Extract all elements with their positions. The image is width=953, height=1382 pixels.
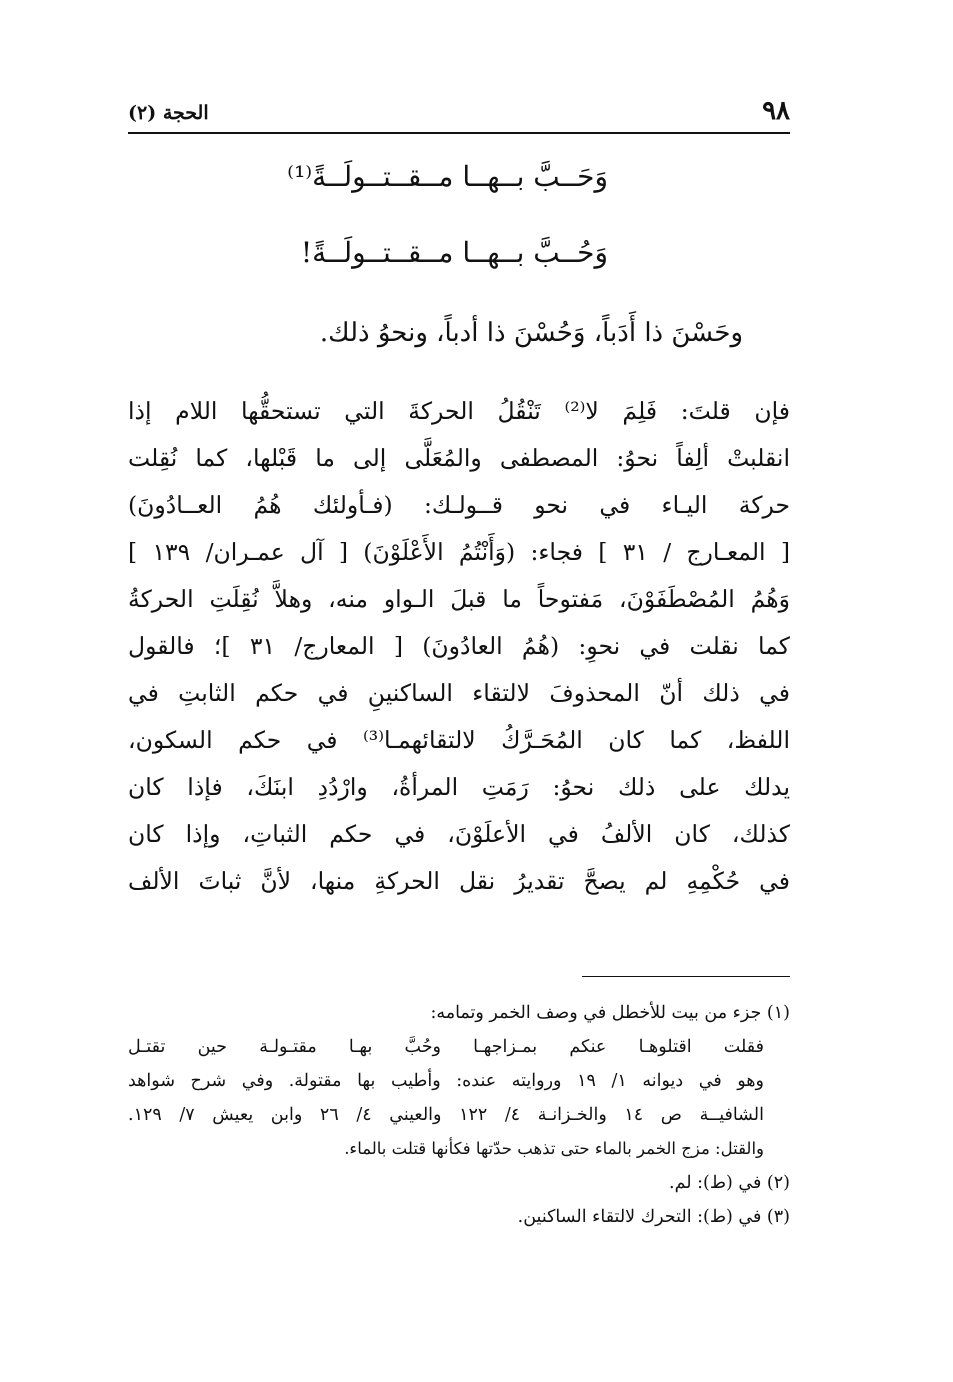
body-paragraph: [128, 388, 790, 905]
footnote-1-line-4: الشافيــة ص ١٤ والخـزانـة ٤/ ١٢٢ والعيني ٤/ ٢٦ وابن يعيش ٧/ ١٢٩.: [128, 1105, 764, 1125]
body-line: انقلبتْ ألِفاً نحوُ: المصطفى والمُعَلَّى إلى ما قَبْلها، كما نُقِلت: [128, 444, 790, 472]
page-header: [128, 92, 790, 130]
footnote-3: (٣) في (ط): التحرك لالتقاء الساكنين.: [517, 1207, 790, 1227]
footnote-separator: [582, 976, 790, 977]
body-line: كما نقلت في نحوِ: (هُمُ العادُونَ) [ المعارج/ ٣١ ]؛ فالقول: [128, 632, 790, 660]
header-rule: [128, 132, 790, 134]
body-line: حركة اليـاء في نحو قــولـك: (فـأولئك هُمُ العــادُونَ): [128, 491, 790, 519]
running-title: الحجة (٢): [128, 102, 209, 124]
intro-line: وحَسْنَ ذا أَدَباً، وَحُسْنَ ذا أدباً، ونحوُ ذلك.: [319, 318, 743, 348]
page-number: ٩٨: [762, 96, 790, 126]
body-line: [ المعـارج / ٣١ ] فجاء: (وَأَنْتُمُ الأَعْلَوْنَ) [ آل عمـران/ ١٣٩ ]: [128, 538, 790, 566]
body-line: وَهُمُ المُصْطَفَوْنَ، مَفتوحاً ما قبلَ الـواو منه، وهلاَّ نُقِلَتِ الحركةُ: [128, 585, 790, 613]
body-line: في ذلك أنّ المحذوفَ لالتقاء الساكنينِ في حكم الثابتِ في: [128, 679, 790, 707]
body-line: في حُكْمِهِ لم يصحَّ تقديرُ نقل الحركةِ منها، لأنَّ ثباتَ الألف: [128, 867, 790, 895]
footnotes: [128, 996, 790, 1234]
body-line: فإن قلتَ: فَلِمَ لا⁽²⁾ تَنْقُلُ الحركةَ التي تستحقُّها اللام إذا: [128, 397, 790, 425]
body-line: اللفظ، كما كان المُحَـرَّكُ لالتقائهمـا⁽³⁾ في حكم السكون،: [128, 726, 790, 754]
footnote-1-line-3: وهو في ديوانه ١/ ١٩ وروايته عنده: وأطيب بها مقتولة. وفي شرح شواهد: [128, 1071, 764, 1091]
footnote-1-verse: فقلت اقتلوهـا عنكم بمـزاجهـا وحُبَّ بهـا مقتـولـة حين تقتـل: [128, 1037, 764, 1057]
footnote-1-line-5: والقتل: مزج الخمر بالماء حتى تذهب حدّتها فكأنها قتلت بالماء.: [344, 1139, 764, 1158]
body-line: كذلك، كان الألفُ في الأعلَوْنَ، في حكم الثباتِ، وإذا كان: [128, 820, 790, 848]
footnote-2: (٢) في (ط): لم.: [669, 1173, 790, 1193]
verse-line-1: وَحَــبَّ بــهــا مــقــتــولَــةً⁽¹⁾: [287, 160, 608, 193]
footnote-1-title: (١) جزء من بيت للأخطل في وصف الخمر وتمامه:: [430, 1003, 790, 1023]
body-line: يدلك على ذلك نحوُ: رَمَتِ المرأةُ، وارْدُدِ ابنَكَ، فإذا كان: [128, 773, 790, 801]
verse-line-2: وَحُــبَّ بــهــا مــقــتــولَــةً!: [300, 236, 608, 269]
